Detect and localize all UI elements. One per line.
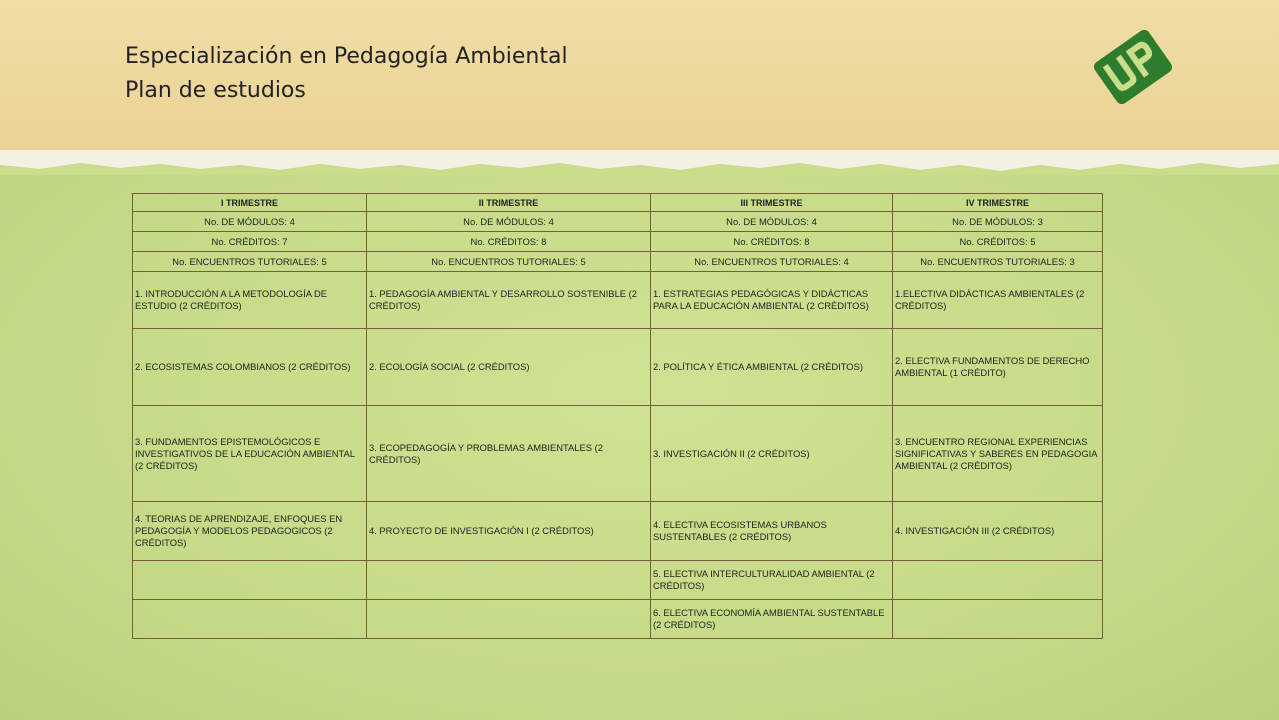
header-trimestre-4: IV TRIMESTRE xyxy=(893,194,1103,212)
table-cell: No. CRÉDITOS: 7 xyxy=(133,232,367,252)
table-cell xyxy=(367,561,651,600)
table-cell: 2. ECOSISTEMAS COLOMBIANOS (2 CRÉDITOS) xyxy=(133,329,367,406)
table-cell: 5. ELECTIVA INTERCULTURALIDAD AMBIENTAL (2 CRÉDITOS) xyxy=(651,561,893,600)
table-cell: No. ENCUENTROS TUTORIALES: 4 xyxy=(651,252,893,272)
table-row xyxy=(133,600,1103,639)
header-trimestre-1: I TRIMESTRE xyxy=(133,194,367,212)
table-cell: No. ENCUENTROS TUTORIALES: 5 xyxy=(367,252,651,272)
table-cell xyxy=(893,561,1103,600)
table-cell: 1. ESTRATEGIAS PEDAGÓGICAS Y DIDÁCTICAS PARA LA EDUCACIÓN AMBIENTAL (2 CRÉDITOS) xyxy=(651,272,893,329)
header-trimestre-3: III TRIMESTRE xyxy=(651,194,893,212)
table-cell: 4. PROYECTO DE INVESTIGACIÓN I (2 CRÉDITOS) xyxy=(367,502,651,561)
table-cell: No. DE MÓDULOS: 4 xyxy=(367,212,651,232)
table-row xyxy=(133,502,1103,561)
table-cell xyxy=(367,600,651,639)
table-row xyxy=(133,561,1103,600)
table-cell: No. DE MÓDULOS: 4 xyxy=(133,212,367,232)
table-cell: 1.ELECTIVA DIDÁCTICAS AMBIENTALES (2 CRÉDITOS) xyxy=(893,272,1103,329)
table-row xyxy=(133,272,1103,329)
tutoriales-row xyxy=(133,252,1103,272)
table-cell xyxy=(133,561,367,600)
table-row xyxy=(133,329,1103,406)
table-cell: 2. POLÍTICA Y ÉTICA AMBIENTAL (2 CRÉDITOS) xyxy=(651,329,893,406)
table-cell: 3. INVESTIGACIÓN II (2 CRÉDITOS) xyxy=(651,406,893,502)
table-header-row xyxy=(133,194,1103,212)
table-cell: 3. ENCUENTRO REGIONAL EXPERIENCIAS SIGNIFICATIVAS Y SABERES EN PEDAGOGIA AMBIENTAL (2 CRÉDITOS) xyxy=(893,406,1103,502)
modulos-row xyxy=(133,212,1103,232)
creditos-row xyxy=(133,232,1103,252)
table-cell: 1. PEDAGOGÍA AMBIENTAL Y DESARROLLO SOSTENIBLE (2 CRÉDITOS) xyxy=(367,272,651,329)
table-cell: No. ENCUENTROS TUTORIALES: 3 xyxy=(893,252,1103,272)
university-logo-icon xyxy=(1092,28,1174,106)
table-cell: No. DE MÓDULOS: 4 xyxy=(651,212,893,232)
table-cell: 4. INVESTIGACIÓN III (2 CRÉDITOS) xyxy=(893,502,1103,561)
table-cell: 4. TEORIAS DE APRENDIZAJE, ENFOQUES EN PEDAGOGÍA Y MODELOS PEDAGOGICOS (2 CRÉDITOS) xyxy=(133,502,367,561)
study-plan-table xyxy=(132,193,1103,639)
table-cell: 2. ECOLOGÍA SOCIAL (2 CRÉDITOS) xyxy=(367,329,651,406)
table-cell: 2. ELECTIVA FUNDAMENTOS DE DERECHO AMBIENTAL (1 CRÉDITO) xyxy=(893,329,1103,406)
table-cell: 6. ELECTIVA ECONOMÍA AMBIENTAL SUSTENTABLE (2 CRÉDITOS) xyxy=(651,600,893,639)
table-cell xyxy=(133,600,367,639)
table-cell: No. ENCUENTROS TUTORIALES: 5 xyxy=(133,252,367,272)
page-title xyxy=(125,40,568,108)
table-cell: 4. ELECTIVA ECOSISTEMAS URBANOS SUSTENTABLES (2 CRÉDITOS) xyxy=(651,502,893,561)
table-row xyxy=(133,406,1103,502)
table-cell: No. CRÉDITOS: 8 xyxy=(651,232,893,252)
header-trimestre-2: II TRIMESTRE xyxy=(367,194,651,212)
table-cell: No. CRÉDITOS: 5 xyxy=(893,232,1103,252)
table-cell: No. DE MÓDULOS: 3 xyxy=(893,212,1103,232)
table-cell: 1. INTRODUCCIÓN A LA METODOLOGÍA DE ESTUDIO (2 CRÉDITOS) xyxy=(133,272,367,329)
table-cell: 3. FUNDAMENTOS EPISTEMOLÓGICOS E INVESTIGATIVOS DE LA EDUCACIÓN AMBIENTAL (2 CRÉDITOS) xyxy=(133,406,367,502)
table-cell xyxy=(893,600,1103,639)
table-cell: 3. ECOPEDAGOGÍA Y PROBLEMAS AMBIENTALES (2 CRÉDITOS) xyxy=(367,406,651,502)
table-cell: No. CRÉDITOS: 8 xyxy=(367,232,651,252)
title-line-2: Plan de estudios xyxy=(125,78,306,103)
title-line-1: Especialización en Pedagogía Ambiental xyxy=(125,44,568,69)
